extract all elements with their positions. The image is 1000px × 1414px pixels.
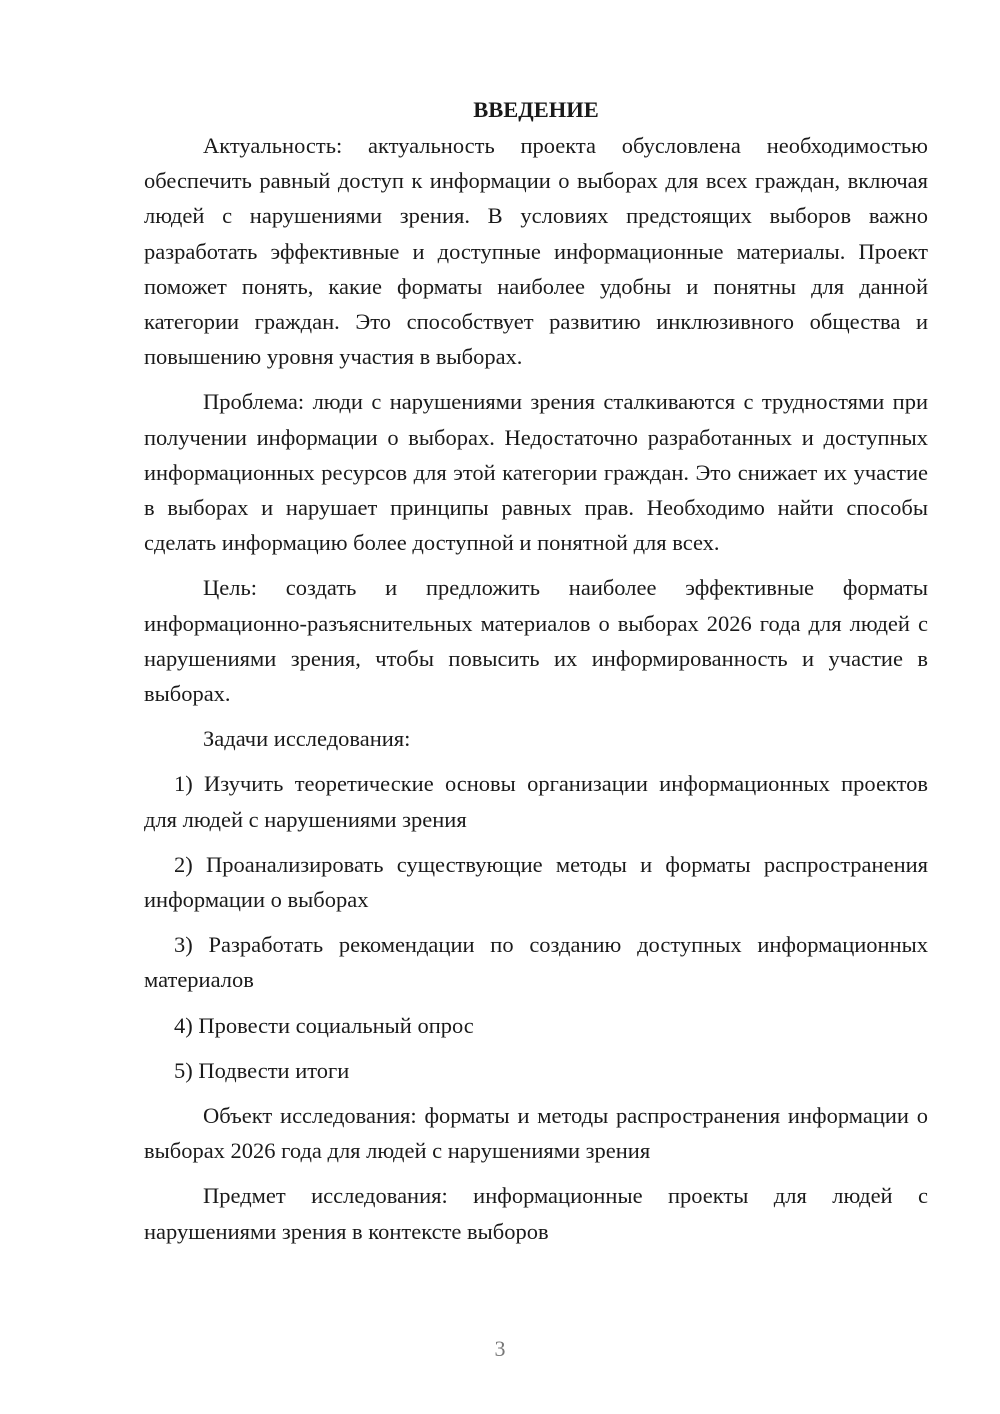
paragraph-problem: Проблема: люди с нарушениями зрения сталкиваются с трудностями при получении информации о выборах. Недостаточно разработанных и доступных информационных ресурсов для этой категории граждан. Это снижает их участие в выборах и нарушает принципы равных прав. Необходимо найти способы сделать информацию более доступной и понятной для всех. <box>144 389 928 556</box>
task-item-1: 1) Изучить теоретические основы организации информационных проектов для людей с нарушениями зрения <box>144 771 928 832</box>
task-item-2: 2) Проанализировать существующие методы и форматы распространения информации о выборах <box>144 851 928 913</box>
paragraph-goal: Цель: создать и предложить наиболее эффективные форматы информационно-разъяснительных материалов о выборах 2026 года для людей с нарушениями зрения, чтобы повысить их информированность и участие в выборах. <box>144 575 928 707</box>
task-item-3: 3) Разработать рекомендации по созданию доступных информационных материалов <box>144 932 928 993</box>
page-number: 3 <box>494 1336 506 1361</box>
document-title: ВВЕДЕНИЕ <box>473 97 599 122</box>
paragraph-subject: Предмет исследования: информационные проекты для людей с нарушениями зрения в контексте выборов <box>144 1183 928 1244</box>
document-page <box>144 92 928 1259</box>
task-item-4: 4) Провести социальный опрос <box>174 1012 474 1038</box>
paragraph-relevance: Актуальность: актуальность проекта обусловлена необходимостью обеспечить равный доступ к информации о выборах для всех граждан, включая людей с нарушениями зрения. В условиях предстоящих выборов важно разработать эффективные и доступные информационные материалы. Проект поможет понять, какие форматы наиболее удобны и понятны для данной категории граждан. Это способствует развитию инклюзивного общества и повышению уровня участия в выборах. <box>144 133 928 370</box>
paragraph-object: Объект исследования: форматы и методы распространения информации о выборах 2026 года для людей с нарушениями зрения <box>144 1103 928 1164</box>
tasks-heading: Задачи исследования: <box>203 726 411 752</box>
task-item-5: 5) Подвести итоги <box>174 1057 350 1083</box>
